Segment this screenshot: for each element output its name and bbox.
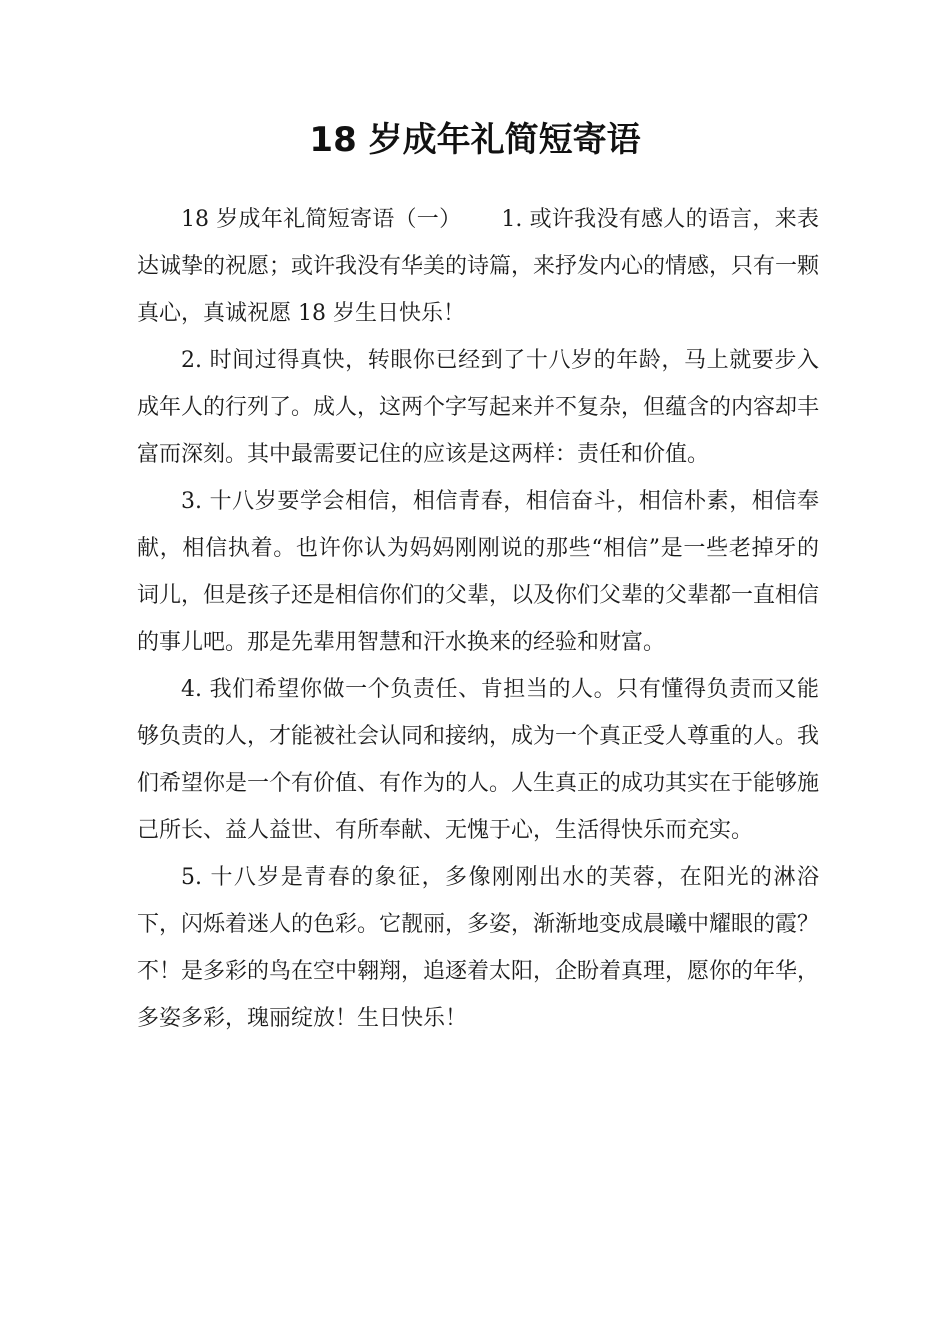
- section-heading: 18 岁成年礼简短寄语（一）: [181, 207, 462, 232]
- paragraph-4: 4. 我们希望你做一个负责任、肯担当的人。只有懂得负责而又能够负责的人，才能被社会认同和接纳，成为一个真正受人尊重的人。我们希望你是一个有价值、有作为的人。人生真正的成功其实在于能够施己所长、益人益世、有所奉献、无愧于心，生活得快乐而充实。: [137, 677, 820, 843]
- document-body: [137, 196, 819, 1042]
- paragraph-1-text: 1. 或许我没有感人的语言，来表达诚挚的祝愿；或许我没有华美的诗篇，来抒发内心的情感，只有一颗真心，真诚祝愿 18 岁生日快乐！: [137, 207, 820, 326]
- paragraph-1: [137, 196, 819, 337]
- document-title: 18 岁成年礼简短寄语: [309, 120, 641, 160]
- paragraph-5: 5. 十八岁是青春的象征，多像刚刚出水的芙蓉，在阳光的淋浴下，闪烁着迷人的色彩。它靓丽，多姿，渐渐地变成晨曦中耀眼的霞？不！是多彩的鸟在空中翱翔，追逐着太阳，企盼着真理，愿你的年华，多姿多彩，瑰丽绽放！生日快乐！: [137, 865, 820, 1031]
- paragraph-3: 3. 十八岁要学会相信，相信青春，相信奋斗，相信朴素，相信奉献，相信执着。也许你认为妈妈刚刚说的那些“相信”是一些老掉牙的词儿，但是孩子还是相信你们的父辈，以及你们父辈的父辈都一直相信的事儿吧。那是先辈用智慧和汗水换来的经验和财富。: [137, 489, 820, 655]
- paragraph-2: 2. 时间过得真快，转眼你已经到了十八岁的年龄，马上就要步入成年人的行列了。成人，这两个字写起来并不复杂，但蕴含的内容却丰富而深刻。其中最需要记住的应该是这两样：责任和价值。: [137, 348, 820, 467]
